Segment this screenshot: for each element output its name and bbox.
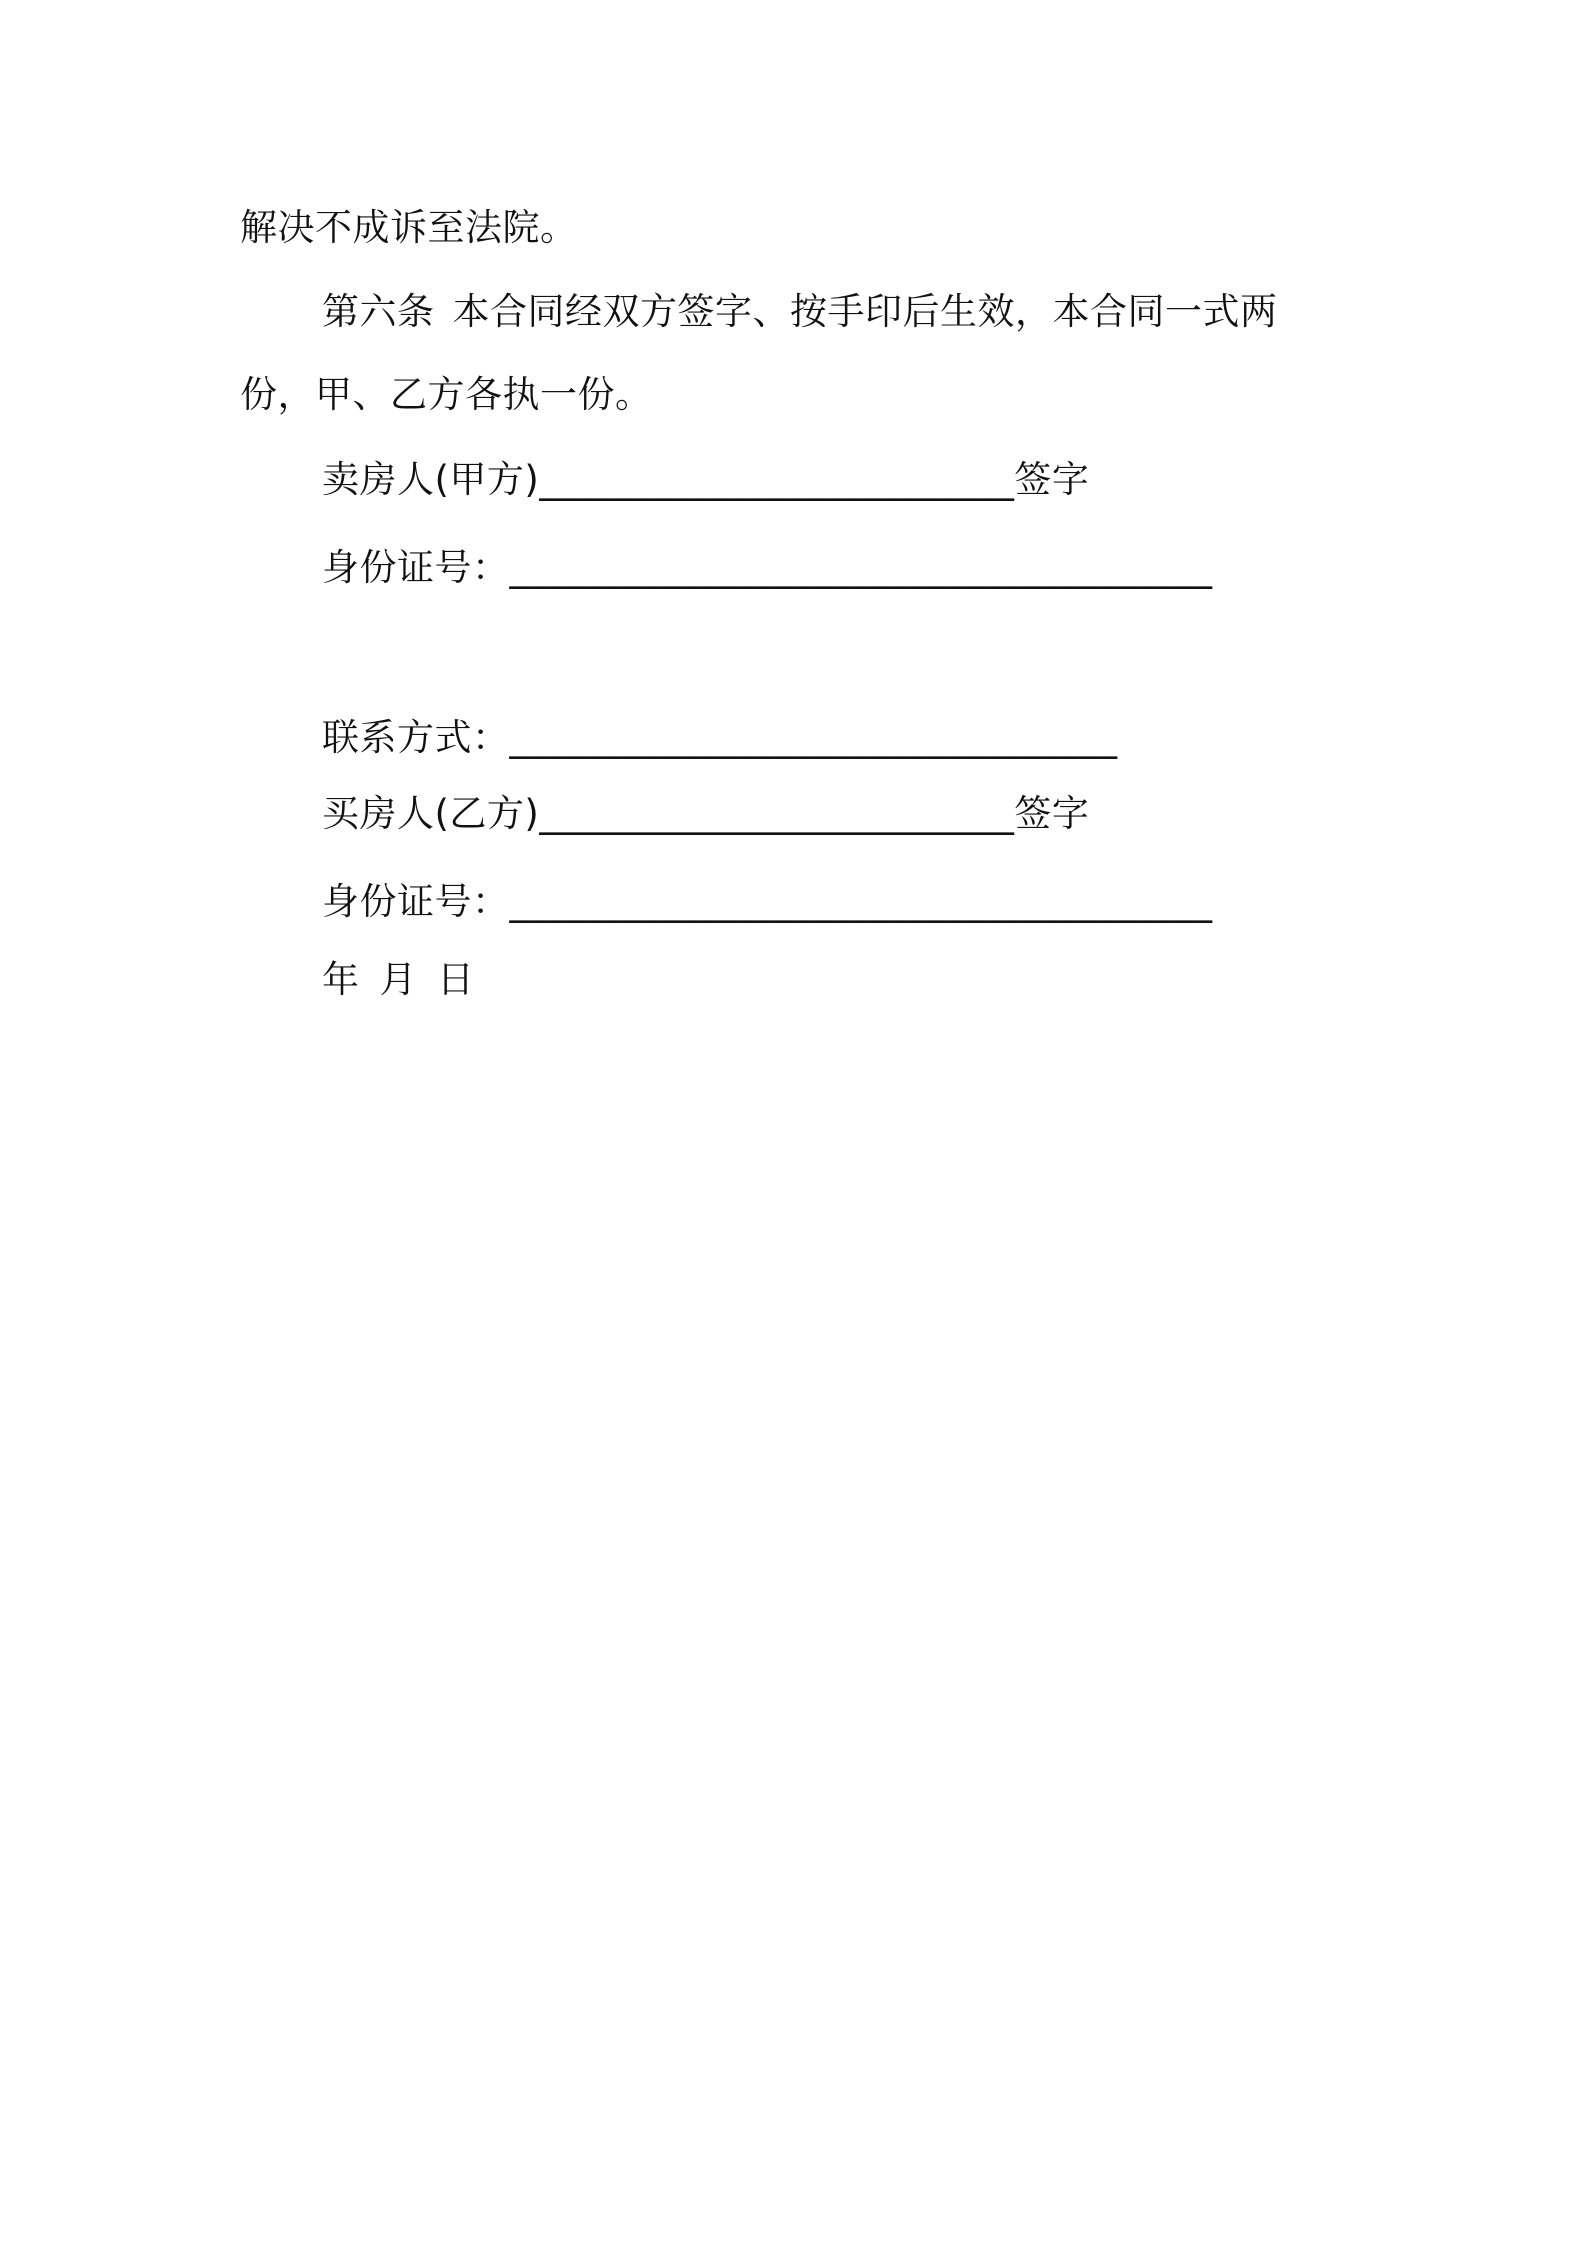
article-6-line-2 xyxy=(240,373,653,417)
date-line xyxy=(322,958,495,1002)
seller-blank: _________________________ xyxy=(539,458,1015,501)
article-6-number: 第六条 xyxy=(322,290,435,333)
seller-id-blank: _____________________________________ xyxy=(509,546,1213,589)
date-day: 日 xyxy=(437,958,475,1001)
paragraph-end-text: 解决不成诉至法院。 xyxy=(240,206,578,249)
seller-label: 卖房人(甲方) xyxy=(322,458,540,501)
article-6-line-1 xyxy=(322,290,1278,334)
contact-line xyxy=(322,716,1118,760)
buyer-sign-label: 签字 xyxy=(1014,792,1090,835)
contact-label: 联系方式： xyxy=(322,716,510,759)
seller-signature-line xyxy=(322,458,1089,502)
seller-id-line xyxy=(322,546,1213,590)
article-6-text-1: 本合同经双方签字、按手印后生效，本合同一式两 xyxy=(452,290,1278,333)
buyer-id-line xyxy=(322,880,1213,924)
buyer-signature-line xyxy=(322,792,1089,836)
contact-blank: ________________________________ xyxy=(509,716,1118,759)
date-year: 年 xyxy=(322,958,360,1001)
buyer-blank: _________________________ xyxy=(539,792,1015,835)
buyer-id-blank: _____________________________________ xyxy=(509,880,1213,923)
buyer-id-label: 身份证号： xyxy=(322,880,510,923)
seller-sign-label: 签字 xyxy=(1014,458,1090,501)
paragraph-end-line xyxy=(240,206,578,250)
buyer-label: 买房人(乙方) xyxy=(322,792,540,835)
date-month: 月 xyxy=(379,958,417,1001)
article-6-text-2: 份，甲、乙方各执一份。 xyxy=(240,373,653,416)
seller-id-label: 身份证号： xyxy=(322,546,510,589)
